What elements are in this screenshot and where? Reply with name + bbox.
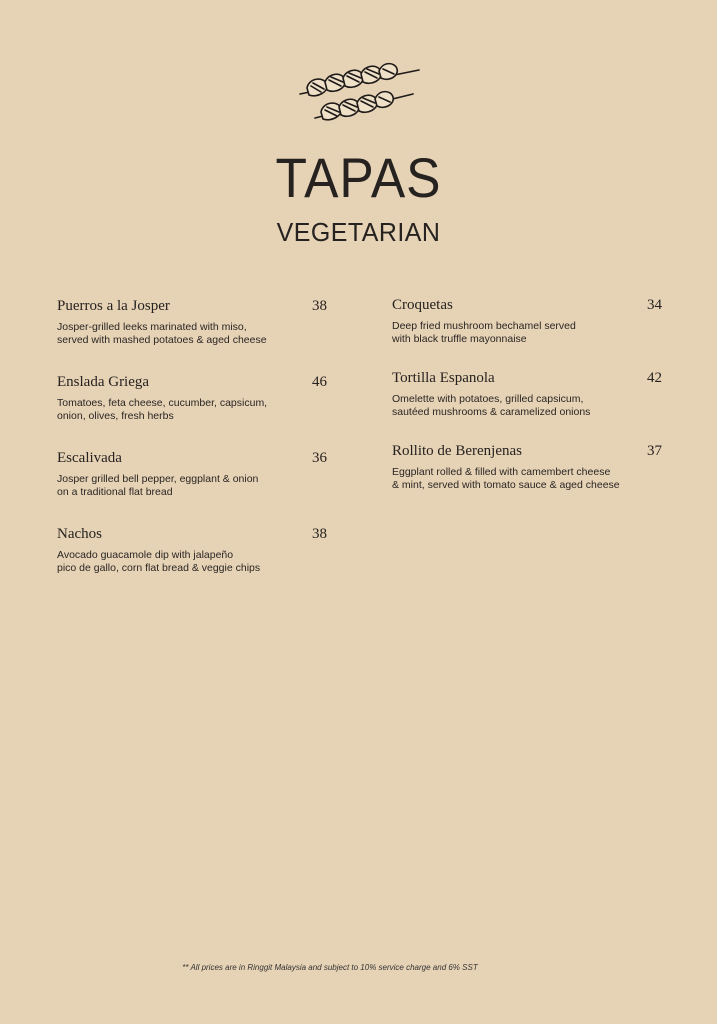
menu-item [57,524,327,600]
menu-item [392,368,662,441]
menu-item-name: Escalivada [57,450,122,466]
menu-item-name: Croquetas [392,297,453,313]
menu-item-name: Tortilla Espanola [392,370,495,386]
menu-column-left [57,296,327,600]
menu-item [57,372,327,448]
price-footnote: ** All prices are in Ringgit Malaysia and subject to 10% service charge and 6% SST [182,963,478,972]
menu-item [57,448,327,524]
menu-item-price: 38 [312,526,327,542]
menu-item [392,441,662,514]
skewer-kebab-illustration-icon [297,58,423,132]
menu-item-name: Puerros a la Josper [57,298,170,314]
menu-item-price: 37 [647,443,662,459]
menu-item-description: Deep fried mushroom bechamel served with black truffle mayonnaise [392,320,576,345]
menu-item-description: Avocado guacamole dip with jalapeño pico de gallo, corn flat bread & veggie chips [57,549,261,574]
menu-item-price: 34 [647,297,662,313]
menu-column-right [392,295,662,514]
menu-item-name: Nachos [57,526,102,542]
menu-item-price: 38 [312,298,327,314]
menu-item-price: 36 [312,450,327,466]
menu-title: TAPAS [275,146,442,209]
menu-item [392,295,662,368]
menu-item-description: Omelette with potatoes, grilled capsicum, sautéed mushrooms & caramelized onions [392,393,591,418]
menu-subtitle: VEGETARIAN [276,217,441,247]
menu-item-description: Tomatoes, feta cheese, cucumber, capsicum, onion, olives, fresh herbs [57,397,268,422]
menu-item-description: Josper-grilled leeks marinated with miso, served with mashed potatoes & aged cheese [57,321,267,346]
menu-item-name: Enslada Griega [57,374,150,390]
menu-item-price: 42 [647,370,662,386]
menu-item-price: 46 [312,374,327,390]
menu-item-name: Rollito de Berenjenas [392,443,522,459]
menu-item-description: Josper grilled bell pepper, eggplant & onion on a traditional flat bread [57,473,259,498]
menu-item [57,296,327,372]
menu-item-description: Eggplant rolled & filled with camembert cheese & mint, served with tomato sauce & aged cheese [392,466,620,491]
